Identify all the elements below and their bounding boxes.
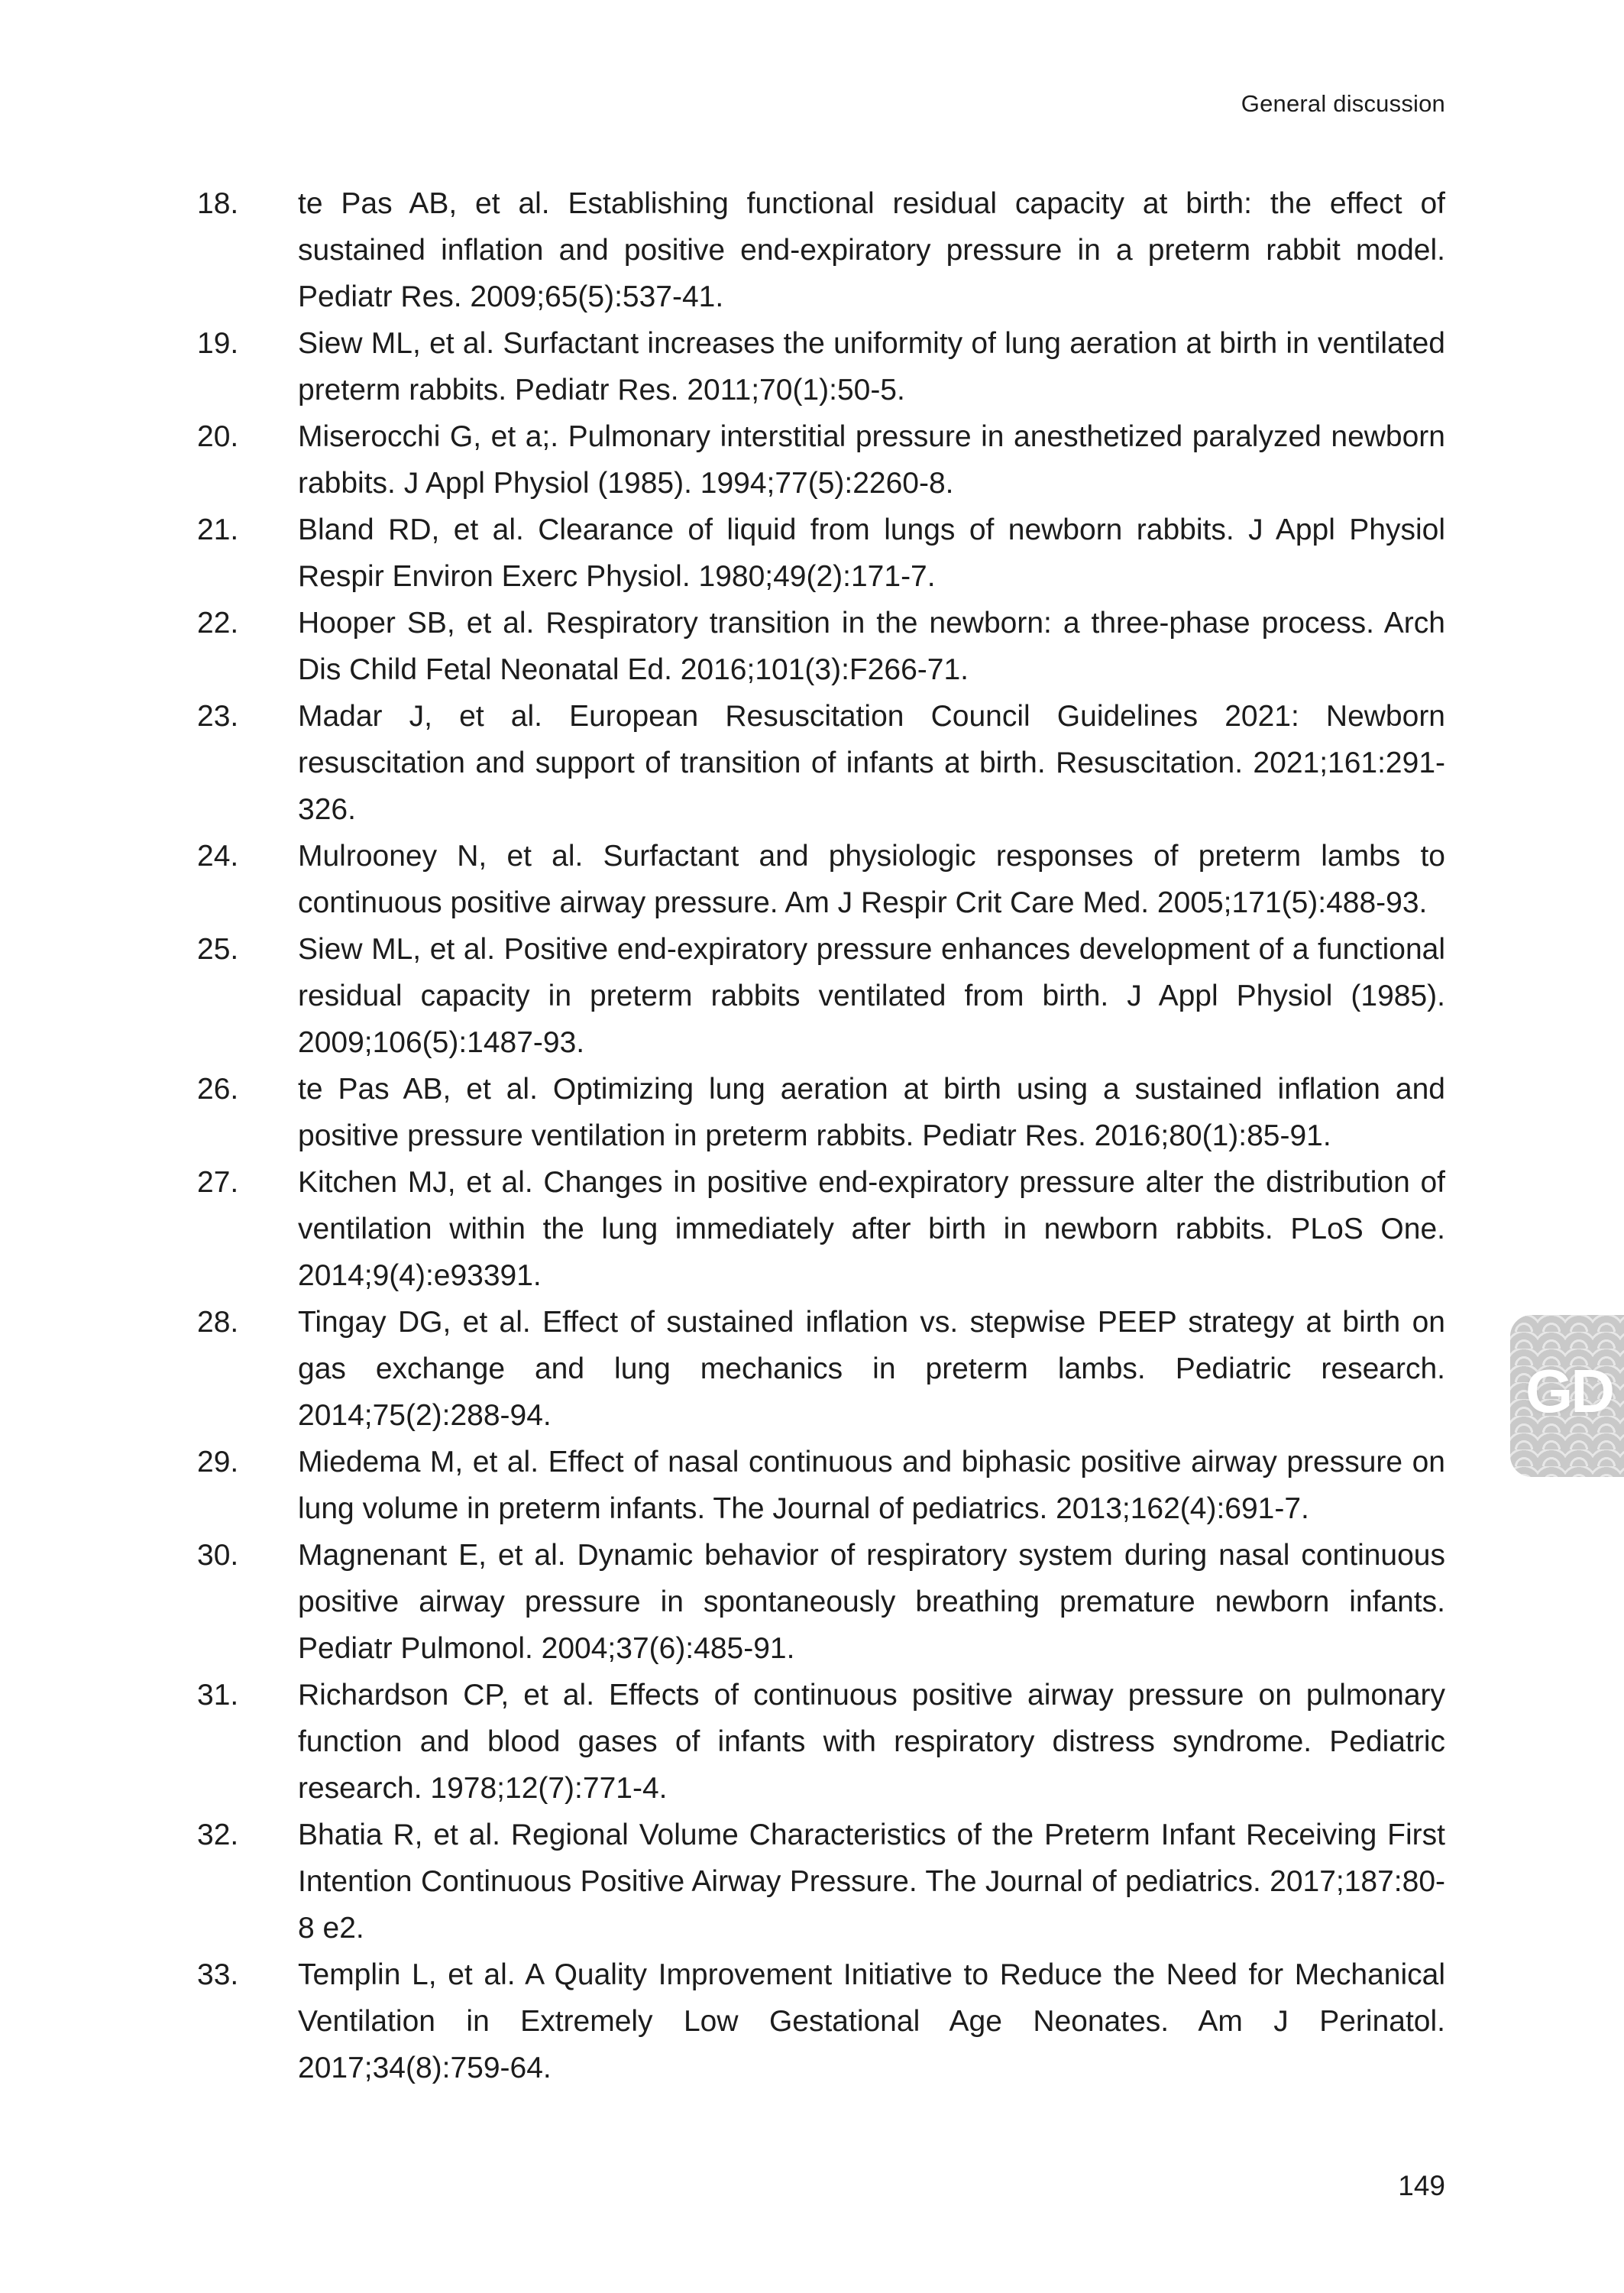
reference-item <box>197 1812 1445 1951</box>
reference-item <box>197 600 1445 693</box>
reference-item <box>197 693 1445 833</box>
reference-text: Miserocchi G, et a;. Pulmonary interstitial pressure in anesthetized paralyzed newborn rabbits. J Appl Physiol (1985). 1994;77(5):2260-8. <box>298 420 1445 500</box>
reference-number: 26. <box>197 1073 239 1106</box>
reference-number: 21. <box>197 513 239 546</box>
reference-text: Richardson CP, et al. Effects of continuous positive airway pressure on pulmonary function and blood gases of infants with respiratory distress syndrome. Pediatric research. 1978;12(7):771-4. <box>298 1679 1445 1805</box>
reference-number: 33. <box>197 1958 239 1991</box>
reference-item <box>197 507 1445 600</box>
reference-text: Siew ML, et al. Positive end-expiratory pressure enhances development of a functional residual capacity in preterm rabbits ventilated from birth. J Appl Physiol (1985). 2009;106(5):1487-93. <box>298 933 1445 1059</box>
reference-number: 18. <box>197 187 239 220</box>
reference-item <box>197 926 1445 1066</box>
reference-number: 20. <box>197 420 239 453</box>
reference-item <box>197 833 1445 926</box>
reference-item <box>197 1951 1445 2091</box>
running-header: General discussion <box>1241 90 1445 117</box>
reference-item <box>197 1066 1445 1159</box>
reference-item <box>197 413 1445 507</box>
reference-text: Miedema M, et al. Effect of nasal continuous and biphasic positive airway pressure on lung volume in preterm infants. The Journal of pediatrics. 2013;162(4):691-7. <box>298 1446 1445 1525</box>
reference-text: Kitchen MJ, et al. Changes in positive end-expiratory pressure alter the distribution of ventilation within the lung immediately after birth in newborn rabbits. PLoS One. 2014;9(4):e93391. <box>298 1166 1445 1292</box>
page-number: 149 <box>1398 2170 1445 2201</box>
reference-text: Tingay DG, et al. Effect of sustained inflation vs. stepwise PEEP strategy at birth on gas exchange and lung mechanics in preterm lambs. Pediatric research. 2014;75(2):288-94. <box>298 1306 1445 1432</box>
reference-text: te Pas AB, et al. Establishing functional residual capacity at birth: the effect of sustained inflation and positive end-expiratory pressure in a preterm rabbit model. Pediatr Res. 2009;65(5):537-41. <box>298 187 1445 313</box>
reference-number: 19. <box>197 327 239 360</box>
reference-text: Madar J, et al. European Resuscitation Council Guidelines 2021: Newborn resuscitation and support of transition of infants at birth. Resuscitation. 2021;161:291-326. <box>298 700 1445 826</box>
reference-text: Bland RD, et al. Clearance of liquid from lungs of newborn rabbits. J Appl Physiol Respir Environ Exerc Physiol. 1980;49(2):171-7. <box>298 513 1445 593</box>
reference-number: 32. <box>197 1819 239 1851</box>
reference-number: 25. <box>197 933 239 966</box>
reference-item <box>197 320 1445 413</box>
reference-item <box>197 180 1445 320</box>
reference-number: 22. <box>197 607 239 640</box>
reference-item <box>197 1672 1445 1812</box>
reference-number: 28. <box>197 1306 239 1339</box>
reference-number: 24. <box>197 840 239 873</box>
reference-item <box>197 1159 1445 1299</box>
reference-text: Mulrooney N, et al. Surfactant and physiologic responses of preterm lambs to continuous positive airway pressure. Am J Respir Crit Care Med. 2005;171(5):488-93. <box>298 840 1445 919</box>
reference-item <box>197 1439 1445 1532</box>
reference-text: Magnenant E, et al. Dynamic behavior of respiratory system during nasal continuous positive airway pressure in spontaneously breathing premature newborn infants. Pediatr Pulmonol. 2004;37(6):485-91. <box>298 1539 1445 1665</box>
chapter-tab-label: GD <box>1525 1357 1613 1425</box>
reference-number: 29. <box>197 1446 239 1478</box>
chapter-thumb-tab <box>1510 1315 1624 1477</box>
reference-text: Templin L, et al. A Quality Improvement Initiative to Reduce the Need for Mechanical Ventilation in Extremely Low Gestational Age Neonates. Am J Perinatol. 2017;34(8):759-64. <box>298 1958 1445 2084</box>
reference-number: 30. <box>197 1539 239 1572</box>
reference-text: Bhatia R, et al. Regional Volume Characteristics of the Preterm Infant Receiving First Intention Continuous Positive Airway Pressure. The Journal of pediatrics. 2017;187:80-8 e2. <box>298 1819 1445 1945</box>
reference-text: Siew ML, et al. Surfactant increases the uniformity of lung aeration at birth in ventilated preterm rabbits. Pediatr Res. 2011;70(1):50-5. <box>298 327 1445 406</box>
reference-text: Hooper SB, et al. Respiratory transition in the newborn: a three-phase process. Arch Dis Child Fetal Neonatal Ed. 2016;101(3):F266-71. <box>298 607 1445 686</box>
reference-item <box>197 1532 1445 1672</box>
reference-item <box>197 1299 1445 1439</box>
reference-number: 31. <box>197 1679 239 1712</box>
reference-list <box>197 180 1445 2091</box>
reference-number: 23. <box>197 700 239 733</box>
reference-text: te Pas AB, et al. Optimizing lung aeration at birth using a sustained inflation and positive pressure ventilation in preterm rabbits. Pediatr Res. 2016;80(1):85-91. <box>298 1073 1445 1152</box>
reference-number: 27. <box>197 1166 239 1199</box>
